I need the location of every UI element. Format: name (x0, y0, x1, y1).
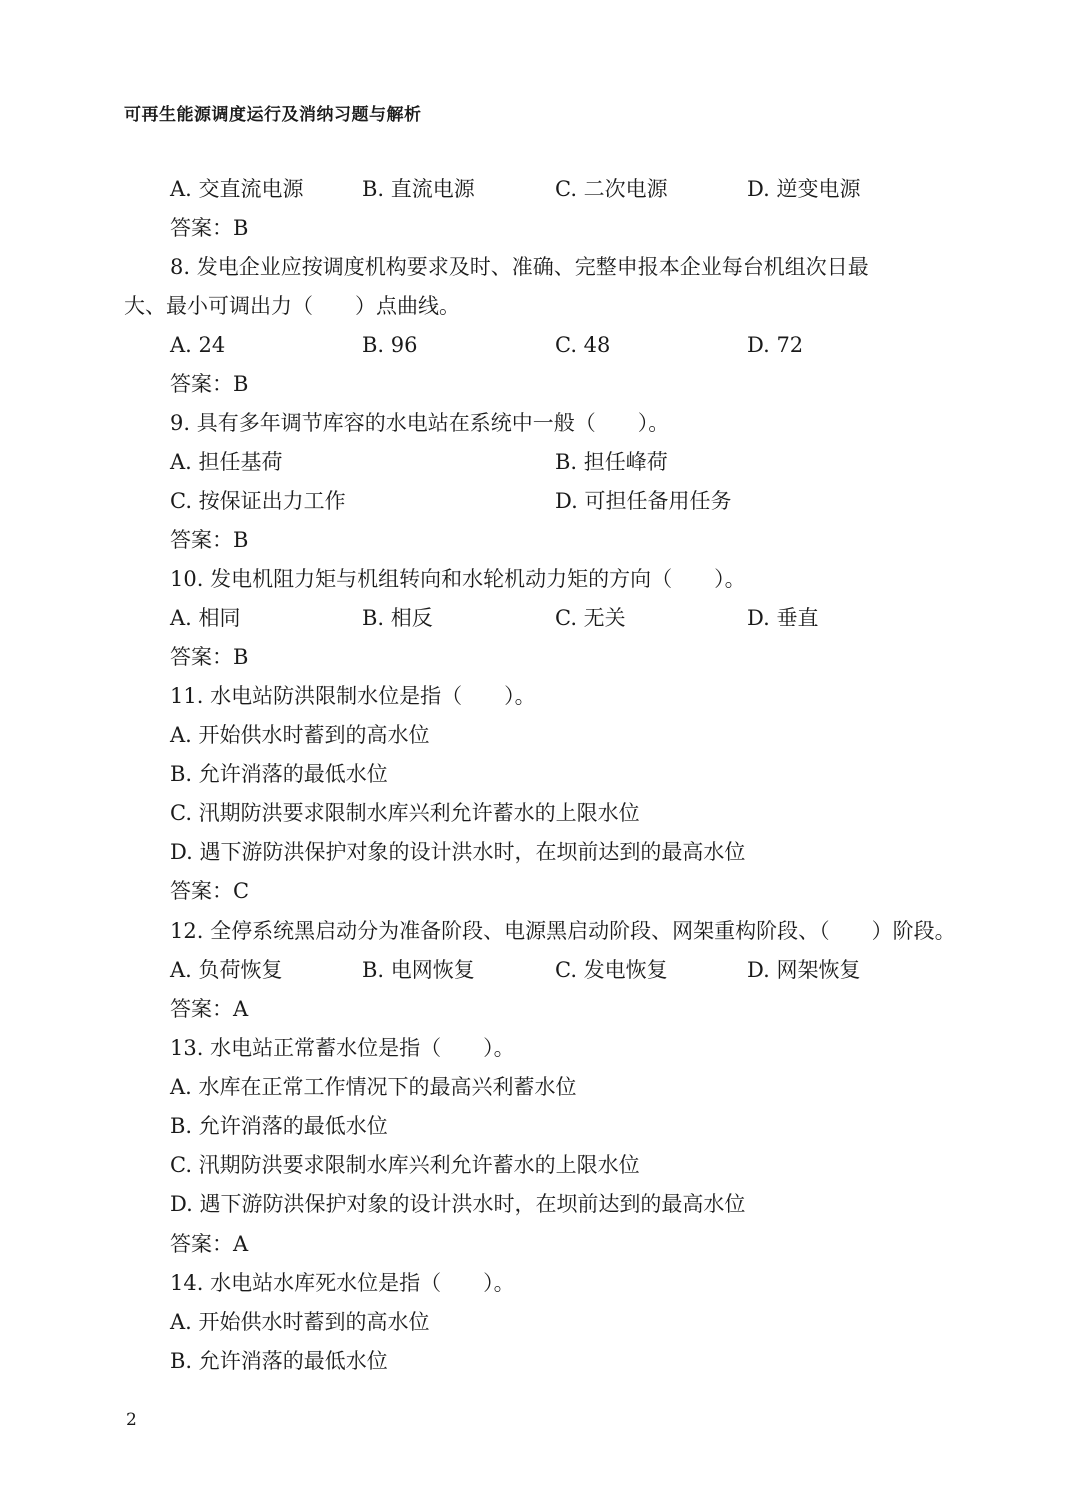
q12-options-row (0, 951, 1080, 990)
q13-stem: 13. 水电站正常蓄水位是指（ ）。 (170, 1036, 515, 1060)
q8-answer: 答案：B (170, 372, 249, 396)
q9-options-row-2 (0, 482, 1080, 521)
q11-option-a: A. 开始供水时蓄到的高水位 (170, 723, 430, 747)
q8-option-b: B. 96 (362, 333, 418, 357)
q13-answer: 答案：A (170, 1232, 249, 1256)
q8-option-a: A. 24 (170, 333, 226, 357)
q13-option-a: A. 水库在正常工作情况下的最高兴利蓄水位 (170, 1075, 577, 1099)
q9-answer: 答案：B (170, 528, 249, 552)
q7-option-c: C. 二次电源 (555, 177, 668, 201)
q10-option-d: D. 垂直 (747, 606, 819, 630)
q9-option-d: D. 可担任备用任务 (555, 489, 732, 513)
q10-option-c: C. 无关 (555, 606, 626, 630)
q8-stem-line2: 大、最小可调出力（ ）点曲线。 (124, 294, 460, 318)
q13-option-d: D. 遇下游防洪保护对象的设计洪水时，在坝前达到的最高水位 (170, 1192, 746, 1216)
q7-option-a: A. 交直流电源 (170, 177, 304, 201)
q12-option-c: C. 发电恢复 (555, 958, 668, 982)
q12-option-a: A. 负荷恢复 (170, 958, 283, 982)
q9-option-a: A. 担任基荷 (170, 450, 283, 474)
q7-option-d: D. 逆变电源 (747, 177, 861, 201)
q7-options-row (0, 170, 1080, 209)
q14-option-a: A. 开始供水时蓄到的高水位 (170, 1310, 430, 1334)
q13-option-c: C. 汛期防洪要求限制水库兴利允许蓄水的上限水位 (170, 1153, 640, 1177)
q9-stem: 9. 具有多年调节库容的水电站在系统中一般（ ）。 (170, 411, 670, 435)
q8-stem-line1: 8. 发电企业应按调度机构要求及时、准确、完整申报本企业每台机组次日最 (170, 255, 869, 279)
q7-option-b: B. 直流电源 (362, 177, 475, 201)
q9-options-row-1 (0, 443, 1080, 482)
running-header: 可再生能源调度运行及消纳习题与解析 (124, 105, 422, 125)
q11-answer: 答案：C (170, 879, 250, 903)
q10-options-row (0, 599, 1080, 638)
q8-option-d: D. 72 (747, 333, 804, 357)
q12-option-d: D. 网架恢复 (747, 958, 861, 982)
q8-options-row (0, 326, 1080, 365)
q10-option-b: B. 相反 (362, 606, 433, 630)
q9-option-c: C. 按保证出力工作 (170, 489, 346, 513)
q7-answer: 答案：B (170, 216, 249, 240)
page-number: 2 (126, 1410, 137, 1430)
q12-stem: 12. 全停系统黑启动分为准备阶段、电源黑启动阶段、网架重构阶段、（ ）阶段。 (170, 919, 956, 943)
q12-answer: 答案：A (170, 997, 249, 1021)
q14-stem: 14. 水电站水库死水位是指（ ）。 (170, 1271, 515, 1295)
q10-answer: 答案：B (170, 645, 249, 669)
q11-option-d: D. 遇下游防洪保护对象的设计洪水时，在坝前达到的最高水位 (170, 840, 746, 864)
q9-option-b: B. 担任峰荷 (555, 450, 668, 474)
q8-option-c: C. 48 (555, 333, 611, 357)
q11-option-b: B. 允许消落的最低水位 (170, 762, 388, 786)
q12-option-b: B. 电网恢复 (362, 958, 475, 982)
q11-stem: 11. 水电站防洪限制水位是指（ ）。 (170, 684, 536, 708)
q11-option-c: C. 汛期防洪要求限制水库兴利允许蓄水的上限水位 (170, 801, 640, 825)
q10-stem: 10. 发电机阻力矩与机组转向和水轮机动力矩的方向（ ）。 (170, 567, 746, 591)
q10-option-a: A. 相同 (170, 606, 241, 630)
q13-option-b: B. 允许消落的最低水位 (170, 1114, 388, 1138)
q14-option-b: B. 允许消落的最低水位 (170, 1349, 388, 1373)
